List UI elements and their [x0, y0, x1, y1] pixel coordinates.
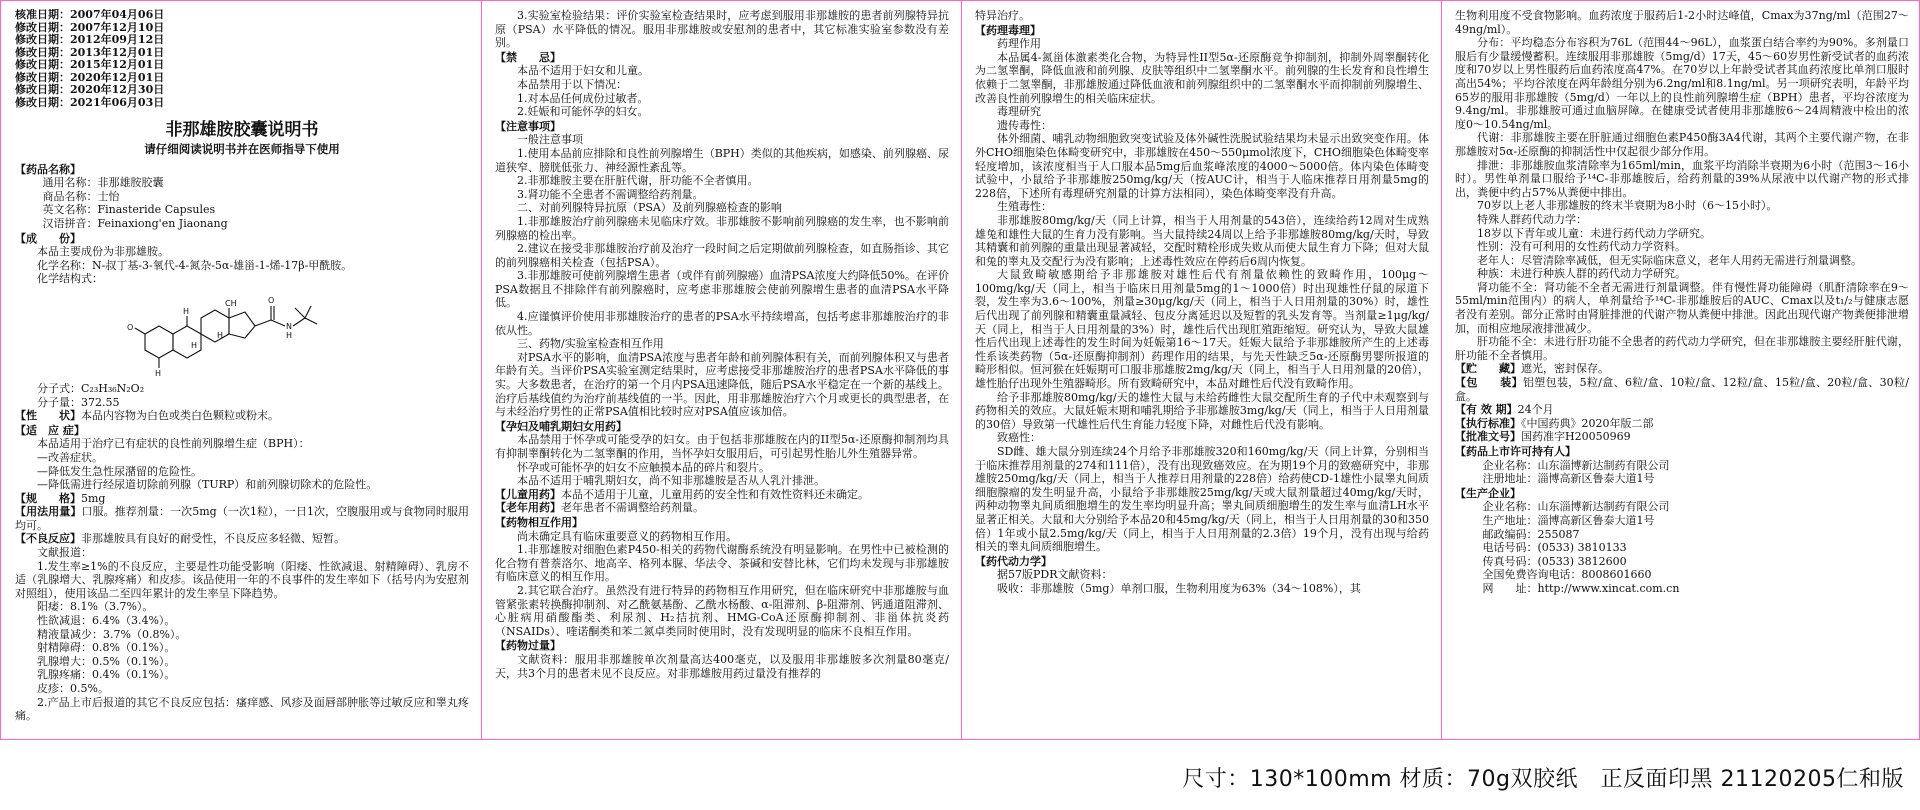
- overdose-text: 文献资料：服用非那雄胺单次剂量高达400毫克，以及服用非那雄胺多次剂量80毫克/天，共3个月的患者未见不良反应。对非那雄胺用药过量没有推荐的: [495, 652, 949, 680]
- precaution-item: 对PSA水平的影响，血清PSA浓度与患者年龄和前列腺体积有关，而前列腺体积又与患者年龄有关。当评价PSA实验室测定结果时，应考虑接受非那雄胺治疗的患者PSA水平降低的事实。大多数患者，在治疗的第一个月内PSA迅速降低，随后PSA水平稳定在一个新的基线上。治疗后基线值约为治疗前基线值的一半。因此，用非那雄胺治疗六个月或更长的典型患者，在与未经治疗男性的正常PSA值相比较时应对PSA值应该加倍。: [495, 350, 949, 419]
- section-heading-mah: 【 药品上市许可持有人 】: [1455, 445, 1909, 459]
- reproductive-toxicity-subheading: 生殖毒性：: [997, 200, 1052, 214]
- reproductive-toxicity-text: 给予非那雄胺80mg/kg/天的雄性大鼠与未给药雌性大鼠交配所生育的子代中未观察到与药物相关的效应。大鼠妊娠末期和哺乳期给予非那雄胺3mg/kg/天（同上，相当于人日用剂量的30倍）导致第一代雄性后代生育能力轻度下降，对雌性后代没有影响。: [975, 390, 1429, 431]
- precaution-item: 1.使用本品前应排除和良性前列腺增生（BPH）类似的其他疾病，如感染、前列腺癌、尿道狭窄、膀胱低张力、神经源性紊乱等。: [495, 146, 949, 174]
- adverse-item: 射精障碍：0.8%（0.1%）。: [37, 641, 176, 655]
- pk-text: 70岁以上老人非那雄胺的终末半衰期为8小时（6～15小时）。: [1477, 199, 1778, 213]
- toxicology-subheading: 毒理研究: [997, 105, 1041, 119]
- pk-text: 老年人：尽管清除率减低，但无实际临床意义，老年人用药无需进行剂量调整。: [1477, 253, 1862, 267]
- svg-text:H: H: [183, 306, 190, 316]
- svg-text:N: N: [286, 321, 292, 331]
- section-heading-storage: 【 贮 藏 】: [1455, 362, 1521, 375]
- revision-dates: [15, 9, 469, 109]
- trade-name: 商品名称：士怡: [42, 189, 120, 203]
- section-heading-interactions: 【 药物相互作用 】: [495, 516, 949, 530]
- pregnancy-item: 本品不适用于哺乳期妇女，尚不知非那雄胺是否从人乳汁排泄。: [517, 474, 825, 488]
- section-heading-toxicology: 【 药理毒理 】: [975, 24, 1429, 38]
- carcinogenicity-text: SD雌、雄大鼠分别连续24个月给予非那雄胺320和160mg/kg/天（同上计算，分别相当于临床推荐用剂量的274和111倍），没有出现致癌效应。在为期19个月的致癌研究中，非那雄胺250mg/kg/天（同上，相当于人推荐日用剂量的228倍）给药使CD-1雄性小鼠睾丸间质细胞腺瘤的发生明显升高，小鼠给予非那雄胺25mg/kg/天或大鼠剂量超过40mg/kg/天时，两种动物睾丸间质细胞增生的发生率均明显升高；睾丸间质细胞增生的发生率与血清LH水平显著正相关。大鼠和大分别给予本品20和45mg/kg/天（同上，相当于人日用剂量的30和350倍）1年或小鼠2.5mg/kg/天（同上，相当于人日用剂量的2.3倍）19个月，没有出现与给药相关的睾丸间质细胞增生。: [975, 445, 1429, 554]
- standard-text: 《中国药典》2020年版二部: [1521, 416, 1654, 430]
- pk-text: 吸收：非那雄胺（5mg）单剂口服，生物利用度为63%（34～108%），其: [997, 581, 1361, 595]
- fold-line-3: [1441, 1, 1442, 739]
- manufacturer-line: 传真号码：(0533) 3812600: [1482, 554, 1627, 568]
- spec-text: 5mg: [81, 491, 106, 505]
- molecular-weight: 分子量：372.55: [37, 395, 120, 409]
- pregnancy-item: 怀孕或可能怀孕的妇女不应触摸本品的碎片和裂片。: [517, 460, 770, 474]
- section-heading-standard: 【 执行标准 】: [1455, 417, 1521, 430]
- interaction-item: 尚未确定具有临床重要意义的药物相互作用。: [517, 529, 737, 543]
- overdose-continued: 特异治疗。: [975, 9, 1030, 22]
- column-4: [1455, 9, 1909, 733]
- pinyin-name: 汉语拼音：Feinaxiong'en Jiaonang: [42, 216, 228, 230]
- adverse-item: 文献报道：: [37, 546, 92, 560]
- section-heading-dosage: 【 用法用量 】: [15, 505, 81, 518]
- package-text: 铝塑包装，5粒/盒、6粒/盒、10粒/盒、12粒/盒、15粒/盒、20粒/盒、30粒/盒。: [1455, 376, 1909, 403]
- pk-text: 特殊人群药代动力学：: [1477, 212, 1587, 226]
- revision-date: 修改日期：2020年12月30日: [15, 83, 165, 96]
- indication-item: —降低需进行经尿道切除前列腺（TURP）和前列腺切除术的危险性。: [37, 478, 378, 492]
- pk-text: 生物利用度不受食物影响。血药浓度于服药后1-2小时达峰值，Cmax为37ng/ml（范围27～49ng/ml）。: [1455, 9, 1909, 36]
- lab-results-text: 3.实验室检验结果：评价实验室检查结果时，应考虑到服用非那雄胺的患者前列腺特异抗原（PSA）水平降低的情况。服用非那雄胺或安慰剂的患者中，其它标准实验室参数没有差别。: [495, 9, 949, 50]
- pk-text: 肝功能不全：未进行肝功能不全患者的药代动力学研究，但在非那雄胺主要经肝脏代谢，肝功能不全者慎用。: [1455, 335, 1909, 362]
- section-heading-indications: 【 适 应 症 】: [15, 424, 469, 438]
- dosage-text: 口服。推荐剂量：一次5mg（一次1粒），一日1次，空腹服用或与食物同时服用均可。: [15, 505, 469, 532]
- pk-text: 据57版PDR文献资料：: [997, 568, 1113, 582]
- contra-item: 1.对本品任何成份过敏者。: [517, 91, 649, 105]
- precaution-item: 2.非那雄胺主要在肝脏代谢，肝功能不全者慎用。: [517, 174, 759, 188]
- indication-item: —改善症状。: [37, 450, 103, 464]
- character-text: 本品内容物为白色或类白色颗粒或粉末。: [81, 409, 279, 423]
- manufacturer-line: 邮政编码：255087: [1482, 527, 1580, 541]
- adverse-item: 乳腺疼痛：0.4%（0.1%）。: [37, 668, 176, 682]
- genotoxicity-text: 体外细菌、哺乳动物细胞致突变试验及体外碱性洗脱试验结果均未显示出致突变作用。体外CHO细胞染色体畸变研究中，非那雄胺在450～550μmol浓度下，CHO细胞染色体畸变率轻度增加，该浓度相当于人口服本品5mg后血浆峰浓度的4000～5000倍。体内染色体畸变试验中，小鼠给予非那雄胺250mg/kg/天（按AUC计，相当于人临床推荐日用剂量5mg的228倍，下述所有毒理研究剂量的计算方法相同），染色体畸变率没有升高。: [975, 132, 1429, 200]
- indication-item: —降低发生急性尿潴留的危险性。: [37, 464, 202, 478]
- structure-label: 化学结构式：: [37, 272, 103, 286]
- children-text: 本品不适用于儿童，儿童用药的安全性和有效性资料还未确定。: [561, 487, 869, 501]
- manufacturer-line: 企业名称：山东淄博新达制药有限公司: [1482, 500, 1670, 514]
- pk-text: 肾功能不全：肾功能不全者无需进行剂量调整。伴有慢性肾功能障碍（肌酐清除率在9～55ml/min范围内）的病人，单剂量给予¹⁴C-非那雄胺后的AUC、Cmax以及t₁/₂与健康志愿者没有差别。部分正常时由肾脏排泄的代谢产物从粪便中排泄。因此出现代谢产物粪便排泄增加，而相应地尿液排泄减少。: [1455, 280, 1909, 335]
- adverse-item: 乳腺增大：0.5%（0.1%）。: [37, 654, 176, 668]
- section-heading-validity: 【 有 效 期 】: [1455, 403, 1518, 416]
- section-heading-manufacturer: 【 生产企业 】: [1455, 487, 1909, 501]
- pk-text: 代谢：非那雄胺主要在肝脏通过细胞色素P450酶3A4代谢，其两个主要代谢产物，在非那雄胺对5α-还原酶的抑制活性中仅起很少部分作用。: [1455, 131, 1909, 158]
- adverse-item: 皮疹：0.5%。: [37, 682, 109, 695]
- pk-text: 分布：平均稳态分布容积为76L（范围44～96L），血浆蛋白结合率约为90%。多剂量口服后有少量缓慢蓄积。连续服用非那雄胺（5mg/d）17天，45～60岁男性新受试者的血药浓度和70岁以上男性服药后血药浓度高47%。在70岁以上年龄受试者其血药浓度比单剂口服时高出54%；平均谷浓度在两年龄组分别为6.2ng/ml和8.1ng/ml。另一项研究表明，年龄平均65岁的服用非那雄胺（5mg/d）一年以上的良性前列腺增生症（BPH）患者，平均谷浓度为9.4ng/ml。非那雄胺可通过血脑屏障。在健康受试者使用非那雄胺6～24周精液中检出的浓度0～10.54ng/ml。: [1455, 36, 1909, 131]
- mah-address: 注册地址：淄博高新区鲁泰大道1号: [1482, 472, 1655, 486]
- mah-company: 企业名称：山东淄博新达制药有限公司: [1482, 458, 1670, 472]
- section-heading-pk: 【 药代动力学 】: [975, 555, 1429, 569]
- revision-date: 修改日期：2007年12月10日: [15, 20, 165, 34]
- print-spec-note: 尺寸：130*100mm 材质：70g双胶纸 正反面印黑 21120205仁和版: [1182, 767, 1904, 792]
- pk-text: 种族：未进行种族人群的药代动力学研究。: [1477, 267, 1686, 281]
- interaction-item: 1.非那雄胺对细胞色素P450-相关的药物代谢酶系统没有明显影响。在男性中已被检测的化合物有普萘洛尔、地高辛、格列本脲、华法令、茶碱和安替比林，它们均未发现与非那雄胺有临床意义的相互作用。: [495, 543, 949, 584]
- svg-text:O: O: [127, 322, 134, 332]
- document-subtitle: 请仔细阅读说明书并在医师指导下使用: [144, 142, 340, 156]
- svg-text:H: H: [155, 368, 162, 378]
- pregnancy-item: 本品禁用于怀孕或可能受孕的妇女。由于包括非那雄胺在内的II型5α-还原酶抑制剂均具有抑制睾酮转化为二氢睾酮的作用，当怀孕妇女服用后，可引起男性胎儿外生殖器异常。: [495, 433, 949, 460]
- section-heading-character: 【 性 状 】: [15, 409, 81, 422]
- svg-text:H: H: [286, 330, 293, 340]
- genotoxicity-subheading: 遗传毒性：: [997, 118, 1052, 132]
- manufacturer-line: 生产地址：淄博高新区鲁泰大道1号: [1482, 513, 1655, 527]
- revision-date: 修改日期：2013年12月01日: [15, 45, 165, 59]
- precaution-item: 3.肾功能不全患者不需调整给药剂量。: [517, 187, 704, 201]
- precaution-item: 1.非那雄胺治疗前列腺癌未见临床疗效。非那雄胺不影响前列腺癌的发生率，也不影响前列腺癌的检出率。: [495, 214, 949, 242]
- svg-text:CH: CH: [225, 298, 237, 308]
- precaution-item: 二、对前列腺特异抗原（PSA）及前列腺癌检查的影响: [517, 201, 782, 215]
- manufacturer-line: 电话号码：(0533) 3810133: [1482, 541, 1627, 555]
- pharmacology-text: 本品属4-氮甾体激素类化合物，为特异性II型5α-还原酶竞争抑制剂，抑制外周睾酮转化为二氢睾酮，降低血液和前列腺、皮肤等组织中二氢睾酮水平。前列腺的生长发育和良性增生依赖于二氢睾酮，非那雄胺通过降低血液和前列腺组织中的二氢睾酮水平而抑制前列腺增生、改善良性前列腺增生的相关临床症状。: [975, 50, 1429, 105]
- manufacturer-website: 网 址：http://www.xincat.com.cn: [1482, 581, 1680, 595]
- adverse-item: 2.产品上市后报道的其它不良反应包括：瘙痒感、风疹及面唇部肿胀等过敏反应和睾丸疼痛。: [15, 695, 469, 723]
- section-heading-composition: 【 成 份 】: [15, 232, 469, 246]
- revision-date: 修改日期：2020年12月01日: [15, 70, 165, 84]
- section-heading-name: 【 药品名称 】: [15, 163, 469, 177]
- chemical-structure-diagram: [125, 288, 335, 380]
- elderly-text: 老年患者不需调整给药剂量。: [561, 501, 704, 515]
- fold-line-1: [481, 1, 482, 739]
- carcinogenicity-subheading: 致癌性：: [997, 431, 1041, 445]
- section-heading-pregnancy: 【 孕妇及哺乳期妇女用药 】: [495, 420, 949, 434]
- document-title: 非那雄胺胶囊说明书: [165, 120, 319, 140]
- adverse-item: 1.发生率≥1%的不良反应，主要是性功能受影响（阳痿、性欲减退、射精障碍）、乳房不适（乳腺增大、乳腺疼痛）和皮疹。该品使用一年的不良事件的发生率如下（括号内为安慰剂对照组），使用该品二至四年累计的发生率呈下降趋势。: [15, 559, 469, 600]
- adverse-text: 非那雄胺具有良好的耐受性，不良反应多轻微、短暂。: [81, 532, 345, 546]
- pk-text: 18岁以下青年或儿童：未进行药代动力学研究。: [1477, 226, 1711, 240]
- precaution-item: 3.非那雄胺可使前列腺增生患者（或伴有前列腺癌）血清PSA浓度大约降低50%。在评价PSA数据且不排除伴有前列腺癌时，应考虑非那雄胺会使前列腺增生患者的血清PSA水平降低。: [495, 269, 949, 310]
- section-heading-approval: 【 批准文号 】: [1455, 430, 1521, 443]
- contra-item: 2.妊娠和可能怀孕的妇女。: [517, 105, 649, 119]
- fold-line-2: [961, 1, 962, 739]
- section-heading-spec: 【 规 格 】: [15, 492, 81, 505]
- english-name: 英文名称：Finasteride Capsules: [42, 203, 216, 217]
- manufacturer-line: 全国免费咨询电话：8008601660: [1482, 568, 1652, 582]
- section-heading-children: 【 儿童用药 】: [495, 488, 561, 501]
- revision-date: 修改日期：2015年12月01日: [15, 58, 165, 71]
- chemical-name: 化学名称：N-叔丁基-3-氧代-4-氮杂-5α-雄甾-1-烯-17β-甲酰胺。: [37, 258, 353, 272]
- pk-text: 性别：没有可利用的女性药代动力学资料。: [1477, 240, 1686, 254]
- generic-name: 通用名称：非那雄胺胶囊: [42, 176, 164, 190]
- precaution-item: 一般注意事项: [517, 133, 583, 147]
- section-heading-adverse: 【 不良反应 】: [15, 532, 81, 545]
- section-heading-package: 【 包 装 】: [1455, 376, 1523, 389]
- precaution-item: 三、药物/实验室检查相互作用: [517, 337, 664, 351]
- revision-date: 修改日期：2012年09月12日: [15, 33, 165, 46]
- validity-text: 24个月: [1517, 403, 1554, 417]
- column-1: [15, 9, 469, 723]
- section-heading-overdose: 【 药物过量 】: [495, 639, 949, 653]
- svg-text:H: H: [217, 330, 224, 340]
- column-2: [495, 9, 949, 733]
- pharmacology-subheading: 药理作用: [997, 37, 1041, 51]
- approval-text: 国药准字H20050969: [1521, 430, 1631, 444]
- precaution-item: 2.建议在接受非那雄胺治疗前及治疗一段时间之后定期做前列腺检查，如直肠指诊、其它的前列腺癌相关检查（包括PSA）。: [495, 242, 949, 269]
- adverse-item: 阳痿：8.1%（3.7%）。: [37, 600, 154, 614]
- interaction-item: 2.其它联合治疗。虽然没有进行特异的药物相互作用研究，但在临床研究中非那雄胺与血管紧张素转换酶抑制剂、对乙酰氨基酚、乙酰水杨酸、α-阻滞剂、β-阻滞剂、钙通道阻滞剂、心脏病用硝酸酯类、利尿剂、H₂拮抗剂、HMG-CoA还原酶抑制剂、非甾体抗炎药（NSAIDs）、喹诺酮类和苯二氮卓类同时使用时，没有发现明显的临床不良相互作用。: [495, 583, 949, 638]
- composition-main: 本品主要成份为非那雄胺。: [37, 245, 169, 259]
- contra-item: 本品禁用于以下情况：: [517, 77, 627, 91]
- precaution-item: 4.应谨慎评价使用非那雄胺治疗的患者的PSA水平持续增高，包括考虑非那雄胺治疗的非依从性。: [495, 310, 949, 337]
- molecular-formula: 分子式：C₂₃H₃₆N₂O₂: [37, 381, 145, 395]
- reproductive-toxicity-text: 大鼠致畸敏感期给予非那雄胺对雄性后代有剂量依赖性的致畸作用，100μg～100mg/kg/天（同上，相当于临床日用剂量5mg的1～1000倍）时出现雄性仔鼠的尿道下裂，发生率为3.6～100%，剂量≥30μg/kg/天（同上，相当于人日用剂量的30%）时，雄性后代出现了前列腺和精囊重量减轻、包皮分离延迟以及短暂的乳头发育等。当剂量≥1μg/kg/天（同上，相当于人日用剂量的3%）时，雄性后代出现肛殖距缩短。研究认为，导致大鼠雄性后代出现上述毒性的发生时间为妊娠第16～17天。妊娠大鼠给予非那雄胺所产生的上述毒性系该类药物（5α-还原酶抑制剂）药理作用的结果，与先天性缺乏5α-还原酶男婴所报道的畸形相似。恒河猴在妊娠期可口服非那雄胺2mg/kg/天（同上，相当于人日用剂量的20倍），雄性胎仔出现外生殖器畸形。所有致畸研究中，本品对雌性后代没有致畸作用。: [975, 268, 1429, 391]
- svg-text:H: H: [191, 340, 198, 350]
- indication-item: 本品适用于治疗已有症状的良性前列腺增生症（BPH）：: [37, 437, 310, 451]
- revision-date: 修改日期：2021年06月03日: [15, 95, 165, 109]
- section-heading-precautions: 【 注意事项 】: [495, 120, 949, 134]
- pk-text: 排泄：非那雄胺血浆清除率为165ml/min，血浆平均消除半衰期为6小时（范围3～16小时）。男性单剂量口服给予¹⁴C-非那雄胺后，给药剂量的39%从尿液中以代谢产物的形式排出，粪便中约占57%从粪便中排出。: [1455, 158, 1909, 199]
- storage-text: 遮光，密封保存。: [1521, 362, 1609, 376]
- column-3: [975, 9, 1429, 733]
- contra-item: 本品不适用于妇女和儿童。: [517, 64, 649, 78]
- section-heading-elderly: 【 老年用药 】: [495, 501, 561, 514]
- adverse-item: 性欲减退：6.4%（3.4%）。: [37, 614, 176, 628]
- svg-text:O: O: [268, 295, 275, 305]
- adverse-item: 精液量减少：3.7%（0.8%）。: [37, 627, 187, 641]
- section-heading-contra: 【 禁 忌 】: [495, 51, 949, 65]
- reproductive-toxicity-text: 非那雄胺80mg/kg/天（同上计算，相当于人用剂量的543倍），连续给药12周对生成熟雄兔和雄性大鼠的生育力没有影响。当大鼠持续24周以上给予非那雄胺80mg/kg/天时，导致其精囊和前列腺的重量出现显著减轻，交配时精栓形成失败从而使大鼠生育力下降；但对大鼠和兔的睾丸及交配行为没有影响；上述毒性效应在停药后6周内恢复。: [975, 213, 1429, 268]
- revision-date: 核准日期：2007年04月06日: [15, 9, 165, 21]
